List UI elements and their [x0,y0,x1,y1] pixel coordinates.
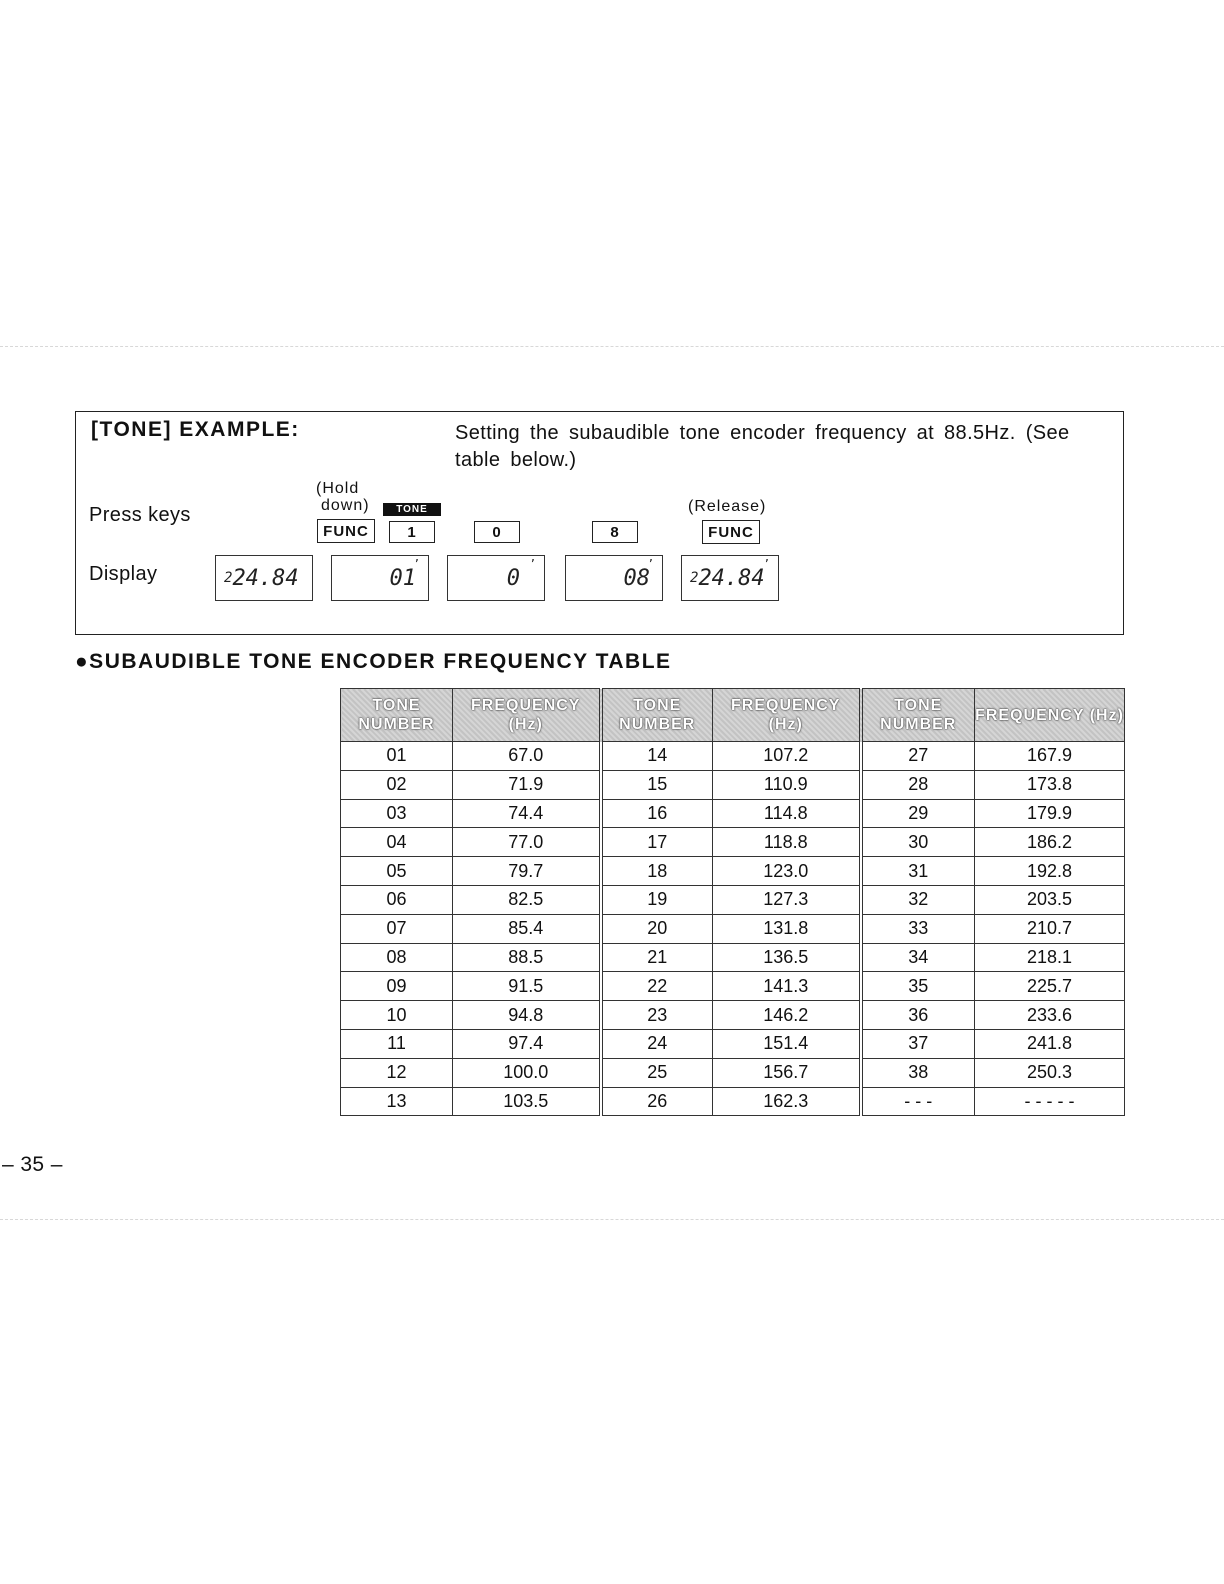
table-row [341,972,1125,1001]
display-final-value: 24.84 [698,565,765,591]
frequency-cell: 94.8 [453,1001,601,1030]
frequency-cell: 218.1 [975,943,1125,972]
table-row [341,1029,1125,1058]
frequency-cell: 74.4 [453,799,601,828]
tone-number-cell: 27 [861,742,975,771]
tone-number-cell: 09 [341,972,453,1001]
table-row [341,885,1125,914]
display-final: ’ 2 24.84 [681,555,779,601]
frequency-cell: 136.5 [713,943,861,972]
press-keys-label: Press keys [89,504,191,526]
tone-number-cell: 32 [861,885,975,914]
frequency-cell: 77.0 [453,828,601,857]
header-frequency: FREQUENCY (Hz) [713,689,861,742]
frequency-cell: 82.5 [453,885,601,914]
frequency-cell: 127.3 [713,885,861,914]
frequency-cell: 151.4 [713,1029,861,1058]
frequency-cell: 103.5 [453,1087,601,1116]
tone-number-cell: 28 [861,770,975,799]
display-step-2-value: 0 [506,565,520,591]
tone-number-cell: 37 [861,1029,975,1058]
tone-number-cell: 35 [861,972,975,1001]
frequency-cell: 233.6 [975,1001,1125,1030]
frequency-table [340,688,1125,1116]
display-prefix-final: 2 [690,570,699,586]
table-row [341,914,1125,943]
table-row [341,770,1125,799]
table-row [341,1058,1125,1087]
tone-number-cell: 01 [341,742,453,771]
key-0[interactable]: 0 [474,521,520,543]
tone-number-cell: 20 [601,914,713,943]
header-frequency: FREQUENCY (Hz) [453,689,601,742]
display-step-1: ’ 01 [331,555,429,601]
frequency-cell: 203.5 [975,885,1125,914]
tone-number-cell: 08 [341,943,453,972]
tone-number-cell: 22 [601,972,713,1001]
tone-number-cell: 16 [601,799,713,828]
example-description: Setting the subaudible tone encoder frequency at 88.5Hz. (See table below.) [455,422,1070,471]
frequency-cell: 123.0 [713,857,861,886]
frequency-cell: 225.7 [975,972,1125,1001]
frequency-cell: 71.9 [453,770,601,799]
tone-number-cell: 15 [601,770,713,799]
tone-number-cell: 30 [861,828,975,857]
frequency-cell: 131.8 [713,914,861,943]
tone-number-cell: 05 [341,857,453,886]
tone-number-cell: 26 [601,1087,713,1116]
tone-example-box [75,411,1124,635]
frequency-cell: 91.5 [453,972,601,1001]
tone-number-cell: 12 [341,1058,453,1087]
frequency-cell: 97.4 [453,1029,601,1058]
example-title: [TONE] EXAMPLE: [91,418,300,441]
frequency-cell: 179.9 [975,799,1125,828]
tone-number-cell: 14 [601,742,713,771]
frequency-cell: 156.7 [713,1058,861,1087]
key-8[interactable]: 8 [592,521,638,543]
tone-number-cell: 03 [341,799,453,828]
table-header-row [341,689,1125,742]
tone-number-cell: 18 [601,857,713,886]
tone-number-cell: - - - [861,1087,975,1116]
release-label: (Release) [688,498,767,515]
display-label: Display [89,563,158,585]
tone-key-label: TONE [383,503,441,516]
page-number: – 35 – [2,1153,63,1176]
table-row [341,1087,1125,1116]
frequency-cell: 88.5 [453,943,601,972]
display-step-3: ’ 08 [565,555,663,601]
tone-number-cell: 19 [601,885,713,914]
tone-number-cell: 07 [341,914,453,943]
tone-number-cell: 25 [601,1058,713,1087]
tone-number-cell: 06 [341,885,453,914]
table-row [341,828,1125,857]
hold-down-label: (Hold [316,480,360,497]
top-divider [0,346,1224,347]
display-prefix: 2 [224,570,233,586]
tone-number-cell: 36 [861,1001,975,1030]
tone-number-cell: 21 [601,943,713,972]
frequency-cell: 110.9 [713,770,861,799]
header-tone-number: TONE NUMBER [601,689,713,742]
tone-number-cell: 24 [601,1029,713,1058]
key-1[interactable]: 1 [389,521,435,543]
table-row [341,943,1125,972]
frequency-cell: 107.2 [713,742,861,771]
tone-number-cell: 17 [601,828,713,857]
tone-number-cell: 10 [341,1001,453,1030]
tone-number-cell: 23 [601,1001,713,1030]
func-release-key[interactable]: FUNC [702,520,760,544]
frequency-cell: 67.0 [453,742,601,771]
frequency-cell: - - - - - [975,1087,1125,1116]
tone-number-cell: 34 [861,943,975,972]
frequency-cell: 118.8 [713,828,861,857]
display-step-3-value: 08 [623,565,650,591]
table-row [341,1001,1125,1030]
hold-down-label-line2: down) [321,497,370,514]
tone-number-cell: 11 [341,1029,453,1058]
table-section-title: ●SUBAUDIBLE TONE ENCODER FREQUENCY TABLE [75,650,672,673]
frequency-cell: 167.9 [975,742,1125,771]
header-tone-number: TONE NUMBER [341,689,453,742]
frequency-cell: 141.3 [713,972,861,1001]
frequency-cell: 114.8 [713,799,861,828]
frequency-cell: 100.0 [453,1058,601,1087]
tone-number-cell: 29 [861,799,975,828]
frequency-cell: 250.3 [975,1058,1125,1087]
display-initial [215,555,313,601]
table-row [341,857,1125,886]
func-key[interactable]: FUNC [317,519,375,543]
tone-number-cell: 33 [861,914,975,943]
frequency-cell: 241.8 [975,1029,1125,1058]
frequency-cell: 79.7 [453,857,601,886]
frequency-cell: 162.3 [713,1087,861,1116]
display-step-2: ’ 0 [447,555,545,601]
header-tone-number: TONE NUMBER [861,689,975,742]
tone-number-cell: 13 [341,1087,453,1116]
bottom-divider [0,1219,1224,1220]
tone-number-cell: 02 [341,770,453,799]
frequency-cell: 85.4 [453,914,601,943]
frequency-cell: 146.2 [713,1001,861,1030]
frequency-cell: 173.8 [975,770,1125,799]
table-row [341,799,1125,828]
frequency-cell: 210.7 [975,914,1125,943]
header-frequency: FREQUENCY (Hz) [975,689,1125,742]
display-step-1-value: 01 [389,565,416,591]
tone-number-cell: 31 [861,857,975,886]
frequency-cell: 192.8 [975,857,1125,886]
table-row [341,742,1125,771]
tone-number-cell: 38 [861,1058,975,1087]
tone-number-cell: 04 [341,828,453,857]
display-initial-value: 24.84 [232,565,299,591]
frequency-cell: 186.2 [975,828,1125,857]
